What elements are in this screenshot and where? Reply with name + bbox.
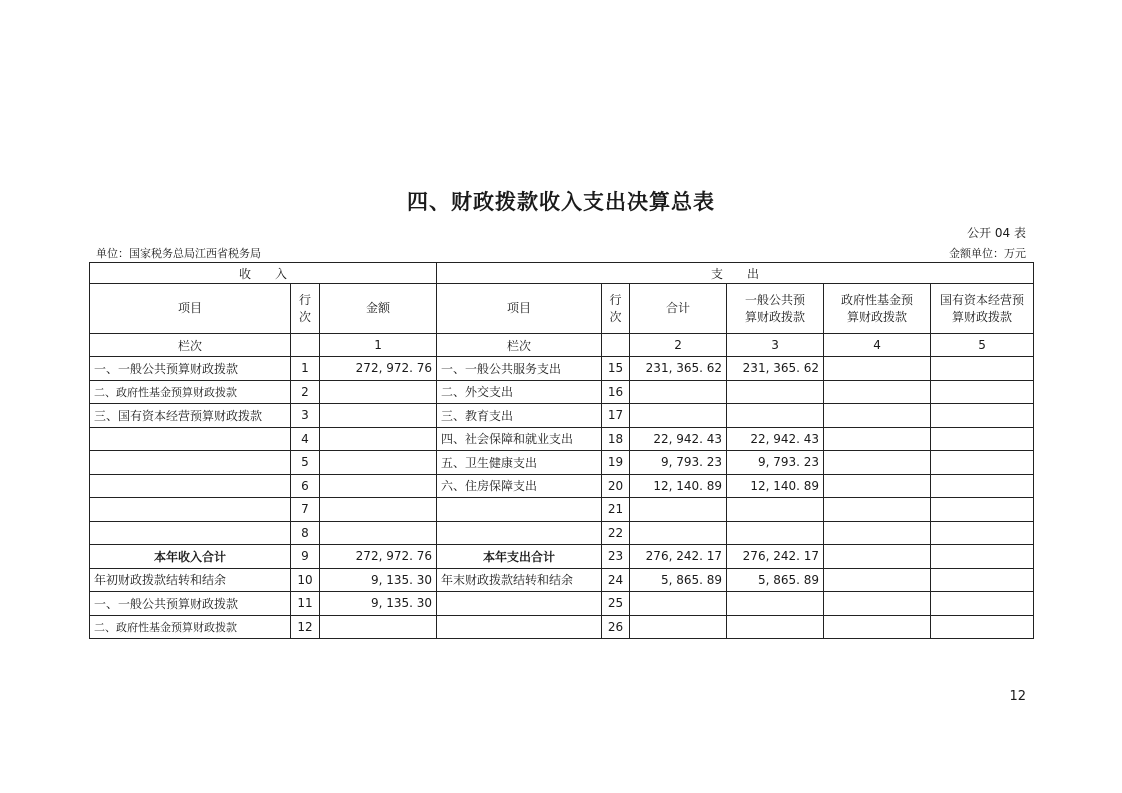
income-line-cell: 4 xyxy=(291,427,320,451)
gov-fund-cell xyxy=(824,521,931,545)
col-number-3: 3 xyxy=(727,334,824,357)
expense-item-cell: 二、外交支出 xyxy=(437,380,602,404)
expense-line-cell: 19 xyxy=(602,451,630,475)
general-budget-cell: 231, 365. 62 xyxy=(727,357,824,381)
state-capital-header: 国有资本经营预算财政拨款 xyxy=(931,284,1034,334)
total-header: 合计 xyxy=(630,284,727,334)
table-row xyxy=(90,498,1034,522)
expense-line-cell: 18 xyxy=(602,427,630,451)
state-capital-cell xyxy=(931,451,1034,475)
table-row xyxy=(90,568,1034,592)
col-number-1: 1 xyxy=(320,334,437,357)
table-row xyxy=(90,451,1034,475)
col-number-5: 5 xyxy=(931,334,1034,357)
gov-fund-cell xyxy=(824,474,931,498)
income-amount-cell xyxy=(320,615,437,639)
general-budget-cell xyxy=(727,615,824,639)
form-number: 公开 04 表 xyxy=(967,226,1026,240)
gov-fund-cell xyxy=(824,357,931,381)
table-row xyxy=(90,427,1034,451)
income-amount-cell: 272, 972. 76 xyxy=(320,545,437,569)
state-capital-cell xyxy=(931,474,1034,498)
header-row-columns xyxy=(90,284,1034,334)
income-amount-cell xyxy=(320,380,437,404)
page-title: 四、财政拨款收入支出决算总表 xyxy=(407,190,715,214)
expense-line-cell: 23 xyxy=(602,545,630,569)
income-amount-cell xyxy=(320,474,437,498)
table-row xyxy=(90,357,1034,381)
income-item-cell: 三、国有资本经营预算财政拨款 xyxy=(90,404,291,428)
general-budget-cell xyxy=(727,521,824,545)
expense-item-cell: 三、教育支出 xyxy=(437,404,602,428)
table-row xyxy=(90,404,1034,428)
income-amount-cell: 9, 135. 30 xyxy=(320,592,437,616)
gov-fund-cell xyxy=(824,404,931,428)
income-amount-cell xyxy=(320,521,437,545)
table-body xyxy=(90,263,1034,639)
state-capital-cell xyxy=(931,592,1034,616)
expense-item-cell: 四、社会保障和就业支出 xyxy=(437,427,602,451)
income-item-cell: 二、政府性基金预算财政拨款 xyxy=(90,380,291,404)
general-budget-cell xyxy=(727,498,824,522)
column-number-row xyxy=(90,334,1034,357)
expense-item-cell xyxy=(437,592,602,616)
gov-fund-cell xyxy=(824,568,931,592)
state-capital-cell xyxy=(931,498,1034,522)
total-cell xyxy=(630,404,727,428)
income-line-header: 行次 xyxy=(291,284,320,334)
expense-line-cell: 25 xyxy=(602,592,630,616)
total-cell: 231, 365. 62 xyxy=(630,357,727,381)
income-item-cell: 二、政府性基金预算财政拨款 xyxy=(90,615,291,639)
page-number: 12 xyxy=(1009,689,1026,704)
income-item-cell xyxy=(90,474,291,498)
table-row xyxy=(90,521,1034,545)
expense-line-cell: 17 xyxy=(602,404,630,428)
income-amount-cell xyxy=(320,451,437,475)
income-line-cell: 9 xyxy=(291,545,320,569)
expense-line-cell: 15 xyxy=(602,357,630,381)
amount-unit: 金额单位：万元 xyxy=(949,247,1026,260)
income-item-cell: 本年收入合计 xyxy=(90,545,291,569)
gov-fund-cell xyxy=(824,615,931,639)
general-budget-cell xyxy=(727,592,824,616)
gov-fund-cell xyxy=(824,545,931,569)
total-cell: 12, 140. 89 xyxy=(630,474,727,498)
state-capital-cell xyxy=(931,545,1034,569)
income-amount-header: 金额 xyxy=(320,284,437,334)
header-row-group xyxy=(90,263,1034,284)
income-amount-cell xyxy=(320,404,437,428)
expense-column-label: 栏次 xyxy=(437,334,602,357)
income-amount-cell xyxy=(320,427,437,451)
expense-item-cell xyxy=(437,521,602,545)
expense-line-cell: 21 xyxy=(602,498,630,522)
table-row xyxy=(90,545,1034,569)
expense-header: 支 出 xyxy=(437,263,1034,284)
expense-item-header: 项目 xyxy=(437,284,602,334)
income-line-cell: 6 xyxy=(291,474,320,498)
col-number-2: 2 xyxy=(630,334,727,357)
expense-line-cell: 20 xyxy=(602,474,630,498)
income-amount-cell: 272, 972. 76 xyxy=(320,357,437,381)
expense-item-cell: 六、住房保障支出 xyxy=(437,474,602,498)
gov-fund-cell xyxy=(824,427,931,451)
gov-fund-cell xyxy=(824,592,931,616)
total-cell xyxy=(630,521,727,545)
income-item-cell xyxy=(90,451,291,475)
state-capital-cell xyxy=(931,427,1034,451)
income-header: 收 入 xyxy=(90,263,437,284)
general-budget-cell: 5, 865. 89 xyxy=(727,568,824,592)
income-item-cell xyxy=(90,521,291,545)
total-cell xyxy=(630,380,727,404)
expense-item-cell xyxy=(437,498,602,522)
expense-line-cell: 22 xyxy=(602,521,630,545)
income-item-cell xyxy=(90,498,291,522)
income-line-cell: 11 xyxy=(291,592,320,616)
table-row xyxy=(90,615,1034,639)
income-item-cell: 一、一般公共预算财政拨款 xyxy=(90,592,291,616)
total-cell xyxy=(630,498,727,522)
income-line-cell: 5 xyxy=(291,451,320,475)
empty-cell xyxy=(291,334,320,357)
col-number-4: 4 xyxy=(824,334,931,357)
income-line-cell: 7 xyxy=(291,498,320,522)
general-budget-cell xyxy=(727,380,824,404)
gov-fund-header: 政府性基金预算财政拨款 xyxy=(824,284,931,334)
state-capital-cell xyxy=(931,615,1034,639)
general-budget-cell: 22, 942. 43 xyxy=(727,427,824,451)
general-budget-cell: 12, 140. 89 xyxy=(727,474,824,498)
general-budget-header: 一般公共预算财政拨款 xyxy=(727,284,824,334)
income-line-cell: 2 xyxy=(291,380,320,404)
expense-item-cell: 年末财政拨款结转和结余 xyxy=(437,568,602,592)
budget-table xyxy=(89,262,1034,639)
expense-line-cell: 26 xyxy=(602,615,630,639)
total-cell: 5, 865. 89 xyxy=(630,568,727,592)
state-capital-cell xyxy=(931,380,1034,404)
expense-line-cell: 24 xyxy=(602,568,630,592)
total-cell: 22, 942. 43 xyxy=(630,427,727,451)
state-capital-cell xyxy=(931,357,1034,381)
expense-item-cell: 五、卫生健康支出 xyxy=(437,451,602,475)
total-cell xyxy=(630,592,727,616)
income-amount-cell xyxy=(320,498,437,522)
general-budget-cell: 276, 242. 17 xyxy=(727,545,824,569)
income-line-cell: 1 xyxy=(291,357,320,381)
total-cell: 9, 793. 23 xyxy=(630,451,727,475)
table-row xyxy=(90,474,1034,498)
income-line-cell: 10 xyxy=(291,568,320,592)
reporting-unit: 单位：国家税务总局江西省税务局 xyxy=(96,247,261,260)
income-line-cell: 3 xyxy=(291,404,320,428)
income-item-cell: 一、一般公共预算财政拨款 xyxy=(90,357,291,381)
income-column-label: 栏次 xyxy=(90,334,291,357)
gov-fund-cell xyxy=(824,451,931,475)
general-budget-cell xyxy=(727,404,824,428)
state-capital-cell xyxy=(931,568,1034,592)
general-budget-cell: 9, 793. 23 xyxy=(727,451,824,475)
expense-item-cell: 本年支出合计 xyxy=(437,545,602,569)
income-amount-cell: 9, 135. 30 xyxy=(320,568,437,592)
table-row xyxy=(90,380,1034,404)
income-item-header: 项目 xyxy=(90,284,291,334)
expense-item-cell xyxy=(437,615,602,639)
empty-cell xyxy=(602,334,630,357)
income-line-cell: 8 xyxy=(291,521,320,545)
expense-line-cell: 16 xyxy=(602,380,630,404)
income-item-cell: 年初财政拨款结转和结余 xyxy=(90,568,291,592)
state-capital-cell xyxy=(931,404,1034,428)
total-cell xyxy=(630,615,727,639)
expense-item-cell: 一、一般公共服务支出 xyxy=(437,357,602,381)
income-item-cell xyxy=(90,427,291,451)
table-row xyxy=(90,592,1034,616)
total-cell: 276, 242. 17 xyxy=(630,545,727,569)
gov-fund-cell xyxy=(824,380,931,404)
gov-fund-cell xyxy=(824,498,931,522)
expense-line-header: 行次 xyxy=(602,284,630,334)
state-capital-cell xyxy=(931,521,1034,545)
income-line-cell: 12 xyxy=(291,615,320,639)
